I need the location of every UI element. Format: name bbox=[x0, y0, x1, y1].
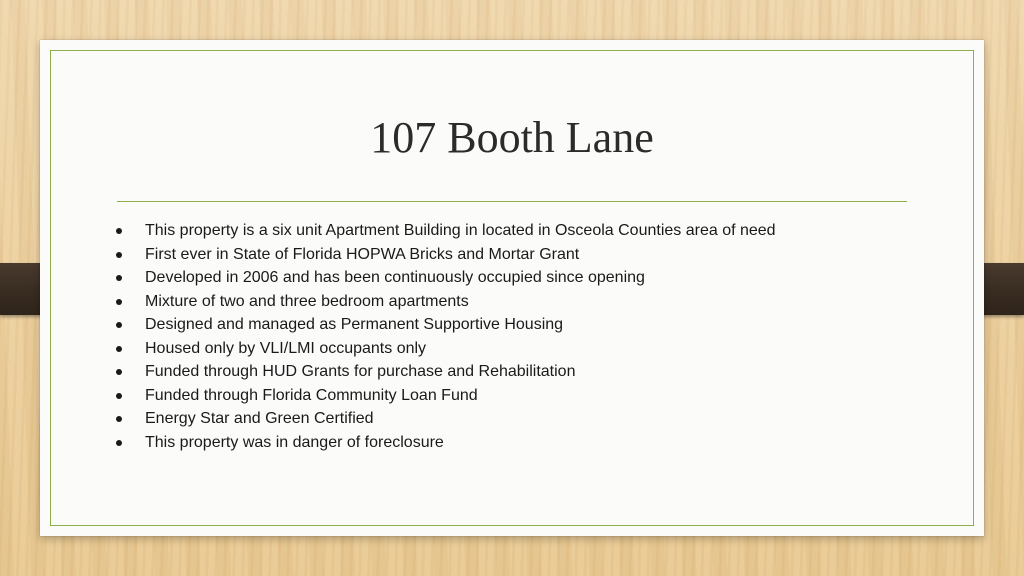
bullet-text: Designed and managed as Permanent Supportive Housing bbox=[145, 316, 564, 333]
bullet-text: Funded through HUD Grants for purchase and Rehabilitation bbox=[145, 363, 576, 380]
bullet-item bbox=[115, 243, 776, 267]
bullet-item bbox=[115, 219, 776, 243]
bullet-icon bbox=[116, 393, 122, 399]
bullet-icon bbox=[116, 322, 122, 328]
bullet-icon bbox=[116, 440, 122, 446]
bullet-icon bbox=[116, 299, 122, 305]
bullet-icon bbox=[116, 416, 122, 422]
bullet-item bbox=[115, 313, 776, 337]
bullet-text: This property is a six unit Apartment Building in located in Osceola Counties area of need bbox=[145, 222, 776, 239]
bullet-icon bbox=[116, 252, 122, 258]
bullet-item bbox=[115, 360, 776, 384]
bullet-item bbox=[115, 431, 776, 455]
bullet-text: Mixture of two and three bedroom apartments bbox=[145, 292, 469, 310]
bullet-icon bbox=[116, 228, 122, 234]
slide-card bbox=[40, 40, 984, 536]
bullet-text: Developed in 2006 and has been continuously occupied since opening bbox=[145, 269, 645, 286]
bullet-text: Funded through Florida Community Loan Fund bbox=[145, 386, 478, 404]
bullet-icon bbox=[116, 346, 122, 352]
bullet-list bbox=[115, 219, 776, 454]
bullet-item bbox=[115, 266, 776, 290]
bullet-item bbox=[115, 290, 776, 314]
bullet-item bbox=[115, 384, 776, 408]
slide-title: 107 Booth Lane bbox=[370, 113, 654, 162]
bullet-text: First ever in State of Florida HOPWA Bricks and Mortar Grant bbox=[145, 245, 580, 263]
bullet-item bbox=[115, 407, 776, 431]
bullet-text: Housed only by VLI/LMI occupants only bbox=[145, 339, 427, 357]
bullet-text: Energy Star and Green Certified bbox=[145, 410, 374, 427]
bullet-icon bbox=[116, 275, 122, 281]
bullet-icon bbox=[116, 369, 122, 375]
title-divider bbox=[117, 201, 907, 202]
bullet-text: This property was in danger of foreclosure bbox=[145, 433, 444, 451]
bullet-item bbox=[115, 337, 776, 361]
